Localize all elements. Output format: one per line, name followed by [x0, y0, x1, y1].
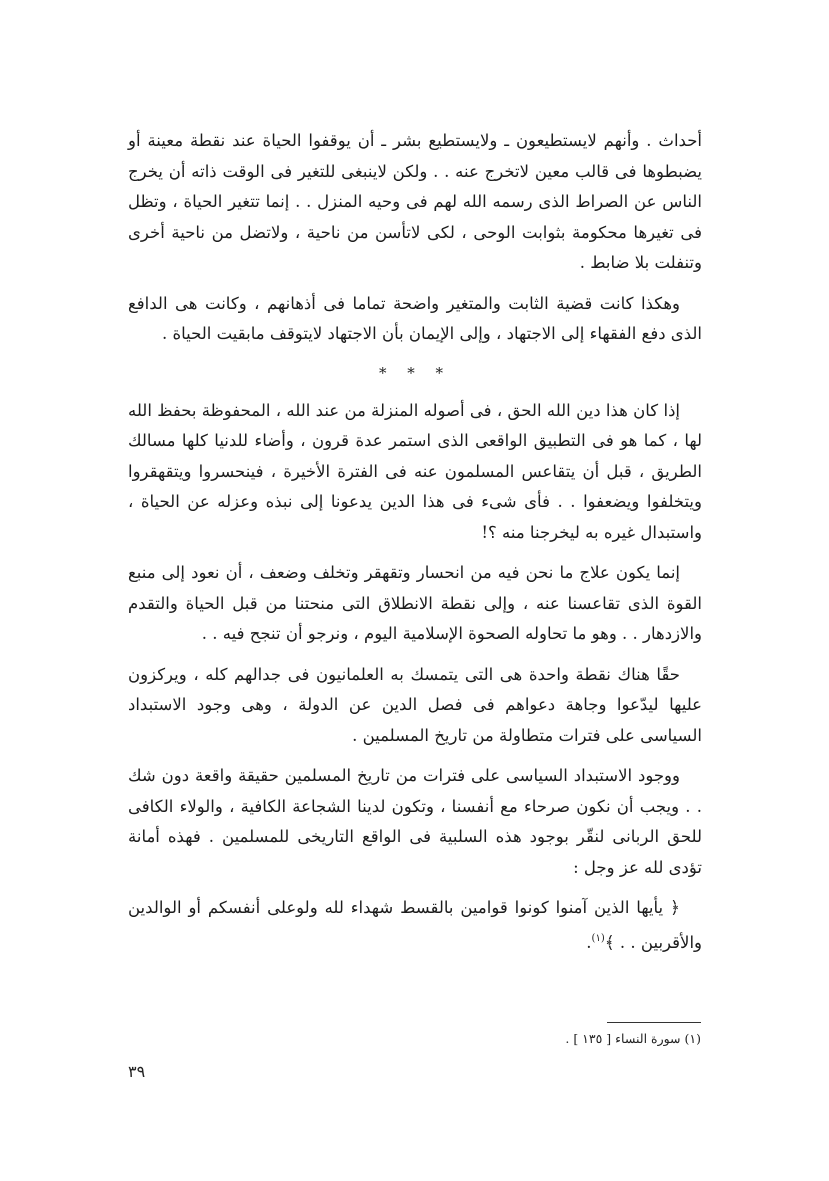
quran-verse-text: يأيها الذين آمنوا كونوا قوامين بالقسط شهداء لله ولوعلى أنفسكم أو الوالدين والأقربين . . [128, 898, 702, 952]
page-number: ٣٩ [128, 1062, 146, 1081]
paragraph-6: ووجود الاستبداد السياسى على فترات من تاريخ المسلمين حقيقة واقعة دون شك . . ويجب أن نكون صرحاء مع أنفسنا ، وتكون لدينا الشجاعة الكافية ، والولاء الكافى للحق الربانى لنقّر بوجود هذه السلبية فى الواقع التاريخى للمسلمين . فهذه أمانة تؤدى لله عز وجل : [128, 766, 702, 877]
quran-close-bracket: ﴾ [604, 932, 615, 953]
section-separator: * * * [378, 363, 452, 382]
footnote-divider [607, 1022, 701, 1023]
quran-verse [128, 893, 702, 958]
paragraph-3: إذا كان هذا دين الله الحق ، فى أصوله المنزلة من عند الله ، المحفوظة بحفظ الله لها ، كما هو فى التطبيق الواقعى الذى استمر عدة قرون ، وأضاء للدنيا كلها مسالك الطريق ، قبل أن يتقاعس المسلمون عنه فى الفترة الأخيرة ، فينحسروا ويتقهقروا ويتخلفوا ويضعفوا . . فأى شىء فى هذا الدين يدعونا إلى نبذه وعزله عن الحياة ، واستبدال غيره به ليخرجنا منه ؟! [128, 400, 702, 542]
page-body [128, 126, 702, 1116]
quran-open-bracket: ﴿ [670, 898, 680, 918]
paragraph-5: حقًا هناك نقطة واحدة هى التى يتمسك به العلمانيون فى جدالهم كله ، ويركزون عليها ليدّعوا وجاهة دعواهم فى فصل الدين عن الدولة ، وهى وجود الاستبداد السياسى على فترات متطاولة من تاريخ المسلمين . [128, 664, 702, 745]
paragraph-1: أحداث . وأنهم لايستطيعون ـ ولايستطيع بشر ـ أن يوقفوا الحياة عند نقطة معينة أو يضبطوها فى قالب معين لاتخرج عنه . . ولكن لاينبغى للتغير فى الوقت ذاته أن يخرج الناس عن الصراط الذى رسمه الله لهم فى وحيه المنزل . . إنما تتغير الحياة ، وتظل فى تغيرها محكومة بثوابت الوحى ، لكى لاتأسن من ناحية ، ولاتضل من ناحية أخرى وتنفلت بلا ضابط . [128, 131, 702, 272]
paragraph-2: وهكذا كانت قضية الثابت والمتغير واضحة تماما فى أذهانهم ، وكانت هى الدافع الذى دفع الفقهاء إلى الاجتهاد ، وإلى الإيمان بأن الاجتهاد لايتوقف مابقيت الحياة . [128, 293, 702, 343]
quran-end-mark: . [586, 932, 592, 952]
footnote-reference: (١) [591, 932, 605, 944]
footnote: (١) سورة النساء [ ١٣٥ ] . [565, 1031, 701, 1046]
paragraph-4: إنما يكون علاج ما نحن فيه من انحسار وتقهقر وتخلف وضعف ، أن نعود إلى منبع القوة الذى تقاعسنا عنه ، وإلى نقطة الانطلاق التى منحتنا من قبل الحياة والتقدم والازدهار . . وهو ما تحاوله الصحوة الإسلامية اليوم ، ونرجو أن تنجح فيه . . [128, 563, 702, 643]
